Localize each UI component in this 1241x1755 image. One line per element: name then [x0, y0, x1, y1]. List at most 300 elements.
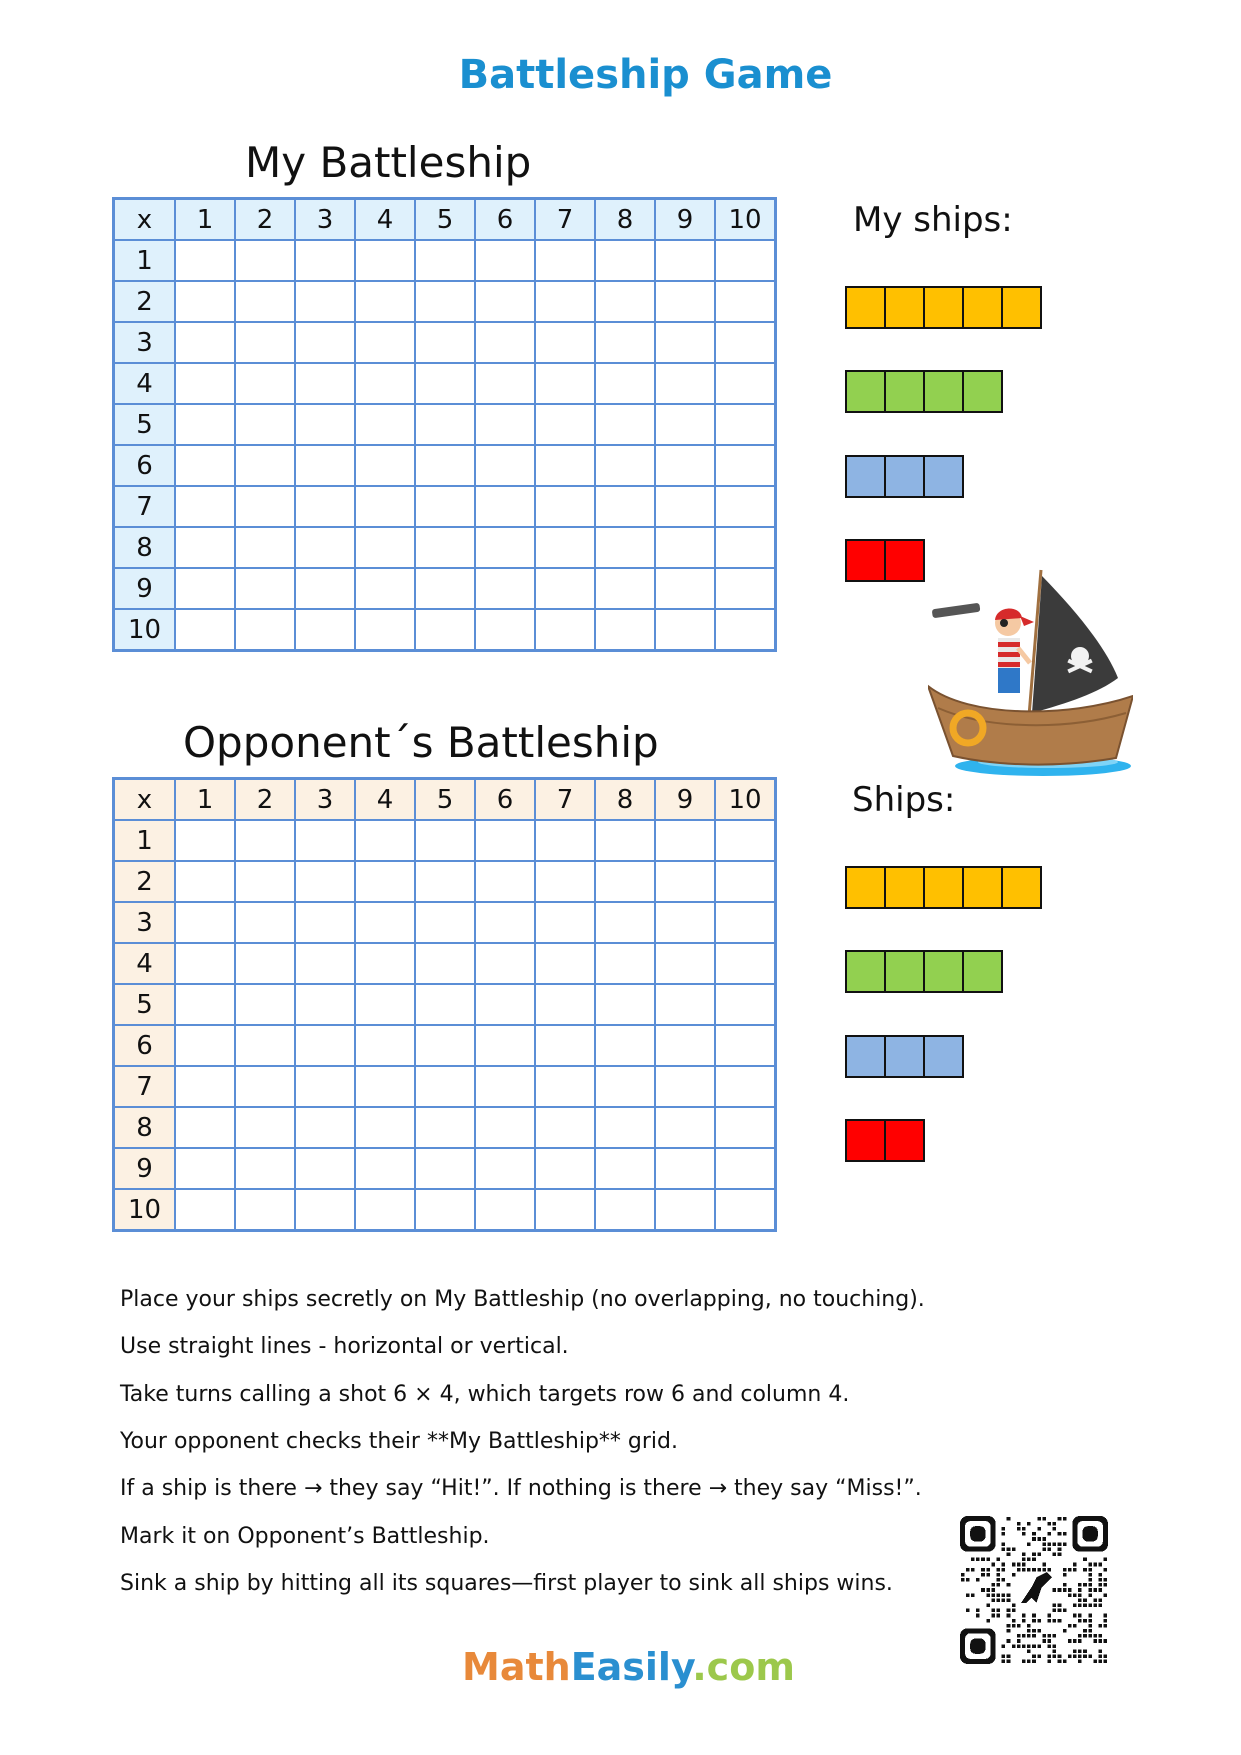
grid-cell[interactable]: [415, 943, 475, 984]
row-header: 3: [114, 322, 176, 363]
ship-segment: [1003, 288, 1040, 327]
grid-cell[interactable]: [535, 609, 595, 651]
grid-cell[interactable]: [415, 820, 475, 861]
grid-cell[interactable]: [295, 1148, 355, 1189]
grid-cell[interactable]: [235, 486, 295, 527]
qr-code-icon: [960, 1516, 1108, 1664]
grid-cell[interactable]: [475, 1066, 535, 1107]
grid-cell[interactable]: [295, 486, 355, 527]
ship-segment: [886, 372, 925, 411]
grid-cell[interactable]: [715, 943, 776, 984]
ship-segment: [925, 457, 962, 496]
row-header: 5: [114, 404, 176, 445]
column-header: 3: [295, 779, 355, 821]
row-header: 5: [114, 984, 176, 1025]
grid-cell[interactable]: [295, 322, 355, 363]
pirate-ship-illustration: [928, 568, 1133, 783]
grid-cell[interactable]: [235, 568, 295, 609]
grid-cell[interactable]: [295, 527, 355, 568]
column-header: 5: [415, 779, 475, 821]
column-header: 1: [175, 779, 235, 821]
grid-cell[interactable]: [595, 1148, 655, 1189]
grid-cell[interactable]: [235, 363, 295, 404]
grid-cell[interactable]: [355, 943, 415, 984]
grid-cell[interactable]: [715, 902, 776, 943]
grid-cell[interactable]: [415, 486, 475, 527]
grid-cell[interactable]: [715, 322, 776, 363]
grid-cell[interactable]: [415, 984, 475, 1025]
grid-cell[interactable]: [655, 527, 715, 568]
grid-cell[interactable]: [475, 943, 535, 984]
grid-cell[interactable]: [295, 1107, 355, 1148]
grid-cell[interactable]: [535, 1107, 595, 1148]
grid-row: [114, 984, 776, 1025]
instruction-line: Mark it on Opponent’s Battleship.: [120, 1523, 490, 1549]
row-header: 7: [114, 1066, 176, 1107]
grid-cell[interactable]: [295, 1189, 355, 1231]
column-header: 2: [235, 779, 295, 821]
grid-cell[interactable]: [715, 984, 776, 1025]
grid-cell[interactable]: [475, 363, 535, 404]
matheasily-logo: [462, 1645, 795, 1689]
grid-cell[interactable]: [415, 322, 475, 363]
grid-cell[interactable]: [235, 1189, 295, 1231]
grid-cell[interactable]: [595, 527, 655, 568]
row-header: 9: [114, 568, 176, 609]
grid-corner-label: x: [114, 779, 176, 821]
grid-cell[interactable]: [355, 486, 415, 527]
grid-cell[interactable]: [475, 240, 535, 281]
ship-segment: [886, 952, 925, 991]
grid-cell[interactable]: [475, 609, 535, 651]
grid-cell[interactable]: [175, 240, 235, 281]
grid-cell[interactable]: [475, 568, 535, 609]
grid-cell[interactable]: [535, 445, 595, 486]
grid-cell[interactable]: [235, 527, 295, 568]
grid-cell[interactable]: [475, 527, 535, 568]
grid-cell[interactable]: [175, 445, 235, 486]
grid-cell[interactable]: [475, 322, 535, 363]
grid-cell[interactable]: [475, 486, 535, 527]
grid-cell[interactable]: [175, 1025, 235, 1066]
grid-cell[interactable]: [415, 609, 475, 651]
grid-cell[interactable]: [535, 1189, 595, 1231]
grid-cell[interactable]: [655, 1189, 715, 1231]
grid-cell[interactable]: [355, 568, 415, 609]
grid-cell[interactable]: [415, 404, 475, 445]
instruction-line: Take turns calling a shot 6 × 4, which targets row 6 and column 4.: [120, 1381, 850, 1407]
grid-cell[interactable]: [655, 609, 715, 651]
grid-cell[interactable]: [535, 984, 595, 1025]
row-header: 10: [114, 1189, 176, 1231]
my-battleship-grid: [112, 197, 777, 652]
logo-part-math: Math: [462, 1645, 571, 1689]
grid-cell[interactable]: [655, 363, 715, 404]
grid-cell[interactable]: [235, 861, 295, 902]
grid-cell[interactable]: [235, 1148, 295, 1189]
ship-length-5: [845, 866, 1042, 909]
grid-cell[interactable]: [715, 404, 776, 445]
row-header: 8: [114, 527, 176, 568]
grid-cell[interactable]: [415, 902, 475, 943]
grid-cell[interactable]: [415, 1066, 475, 1107]
grid-cell[interactable]: [595, 1025, 655, 1066]
column-header: 9: [655, 199, 715, 241]
ship-segment: [964, 372, 1001, 411]
ship-segment: [925, 372, 964, 411]
ship-segment: [925, 868, 964, 907]
column-header: 6: [475, 199, 535, 241]
grid-cell[interactable]: [295, 820, 355, 861]
grid-cell[interactable]: [715, 1148, 776, 1189]
grid-cell[interactable]: [655, 902, 715, 943]
grid-cell[interactable]: [475, 1025, 535, 1066]
grid-cell[interactable]: [595, 861, 655, 902]
opponent-battleship-grid: [112, 777, 777, 1232]
ship-segment: [886, 1037, 925, 1076]
grid-cell[interactable]: [235, 1066, 295, 1107]
grid-cell[interactable]: [295, 984, 355, 1025]
grid-cell[interactable]: [535, 363, 595, 404]
grid-cell[interactable]: [235, 1107, 295, 1148]
grid-cell[interactable]: [595, 240, 655, 281]
grid-cell[interactable]: [175, 861, 235, 902]
grid-cell[interactable]: [655, 486, 715, 527]
grid-cell[interactable]: [355, 404, 415, 445]
grid-cell[interactable]: [415, 1189, 475, 1231]
grid-row: [114, 486, 776, 527]
logo-part-com: .com: [692, 1645, 795, 1689]
grid-cell[interactable]: [235, 240, 295, 281]
grid-cell[interactable]: [535, 820, 595, 861]
grid-cell[interactable]: [295, 404, 355, 445]
grid-cell[interactable]: [355, 861, 415, 902]
grid-cell[interactable]: [355, 363, 415, 404]
ship-segment: [964, 952, 1001, 991]
grid-row: [114, 1066, 776, 1107]
row-header: 4: [114, 943, 176, 984]
ship-segment: [925, 1037, 962, 1076]
grid-cell[interactable]: [175, 1189, 235, 1231]
grid-cell[interactable]: [415, 281, 475, 322]
grid-cell[interactable]: [355, 527, 415, 568]
column-header: 1: [175, 199, 235, 241]
column-header: 8: [595, 199, 655, 241]
ship-segment: [925, 288, 964, 327]
grid-cell[interactable]: [355, 281, 415, 322]
grid-cell[interactable]: [175, 902, 235, 943]
row-header: 10: [114, 609, 176, 651]
grid-cell[interactable]: [715, 240, 776, 281]
grid-cell[interactable]: [595, 445, 655, 486]
column-header: 9: [655, 779, 715, 821]
column-header: 10: [715, 199, 776, 241]
grid-cell[interactable]: [655, 1107, 715, 1148]
grid-cell[interactable]: [655, 943, 715, 984]
column-header: 8: [595, 779, 655, 821]
grid-cell[interactable]: [175, 609, 235, 651]
grid-cell[interactable]: [595, 568, 655, 609]
grid-cell[interactable]: [415, 1107, 475, 1148]
ship-segment: [964, 288, 1003, 327]
row-header: 8: [114, 1107, 176, 1148]
grid-cell[interactable]: [475, 445, 535, 486]
column-header: 4: [355, 199, 415, 241]
grid-cell[interactable]: [295, 902, 355, 943]
grid-cell[interactable]: [715, 609, 776, 651]
grid-cell[interactable]: [235, 902, 295, 943]
grid-cell[interactable]: [655, 404, 715, 445]
grid-row: [114, 943, 776, 984]
grid-cell[interactable]: [295, 568, 355, 609]
grid-cell[interactable]: [715, 820, 776, 861]
grid-cell[interactable]: [715, 363, 776, 404]
grid-cell[interactable]: [535, 568, 595, 609]
grid-cell[interactable]: [715, 1025, 776, 1066]
grid-cell[interactable]: [535, 943, 595, 984]
grid-cell[interactable]: [415, 1148, 475, 1189]
ship-length-5: [845, 286, 1042, 329]
grid-cell[interactable]: [535, 404, 595, 445]
row-header: 7: [114, 486, 176, 527]
grid-cell[interactable]: [595, 1107, 655, 1148]
row-header: 4: [114, 363, 176, 404]
column-header: 7: [535, 779, 595, 821]
grid-cell[interactable]: [595, 404, 655, 445]
grid-cell[interactable]: [295, 445, 355, 486]
grid-row: [114, 1025, 776, 1066]
instruction-line: Your opponent checks their **My Battleship** grid.: [120, 1428, 678, 1454]
grid-cell[interactable]: [415, 445, 475, 486]
instruction-line: Use straight lines - horizontal or vertical.: [120, 1334, 569, 1360]
grid-cell[interactable]: [535, 322, 595, 363]
row-header: 6: [114, 445, 176, 486]
grid-cell[interactable]: [355, 984, 415, 1025]
grid-cell[interactable]: [235, 404, 295, 445]
grid-cell[interactable]: [595, 486, 655, 527]
grid-cell[interactable]: [235, 943, 295, 984]
grid-cell[interactable]: [475, 902, 535, 943]
grid-row: [114, 404, 776, 445]
grid-cell[interactable]: [355, 1148, 415, 1189]
grid-cell[interactable]: [595, 902, 655, 943]
grid-cell[interactable]: [715, 1107, 776, 1148]
grid-cell[interactable]: [535, 902, 595, 943]
grid-cell[interactable]: [235, 281, 295, 322]
ship-length-4: [845, 950, 1003, 993]
row-header: 1: [114, 820, 176, 861]
grid-cell[interactable]: [715, 281, 776, 322]
grid-cell[interactable]: [415, 527, 475, 568]
grid-cell[interactable]: [655, 820, 715, 861]
grid-cell[interactable]: [535, 281, 595, 322]
ship-length-4: [845, 370, 1003, 413]
grid-cell[interactable]: [475, 861, 535, 902]
grid-row: [114, 445, 776, 486]
grid-cell[interactable]: [715, 1189, 776, 1231]
opponent-ships-label: Ships:: [852, 780, 956, 820]
grid-row: [114, 240, 776, 281]
grid-cell[interactable]: [355, 609, 415, 651]
grid-cell[interactable]: [595, 609, 655, 651]
ship-length-2: [845, 539, 925, 582]
grid-cell[interactable]: [535, 861, 595, 902]
grid-cell[interactable]: [295, 240, 355, 281]
grid-row: [114, 527, 776, 568]
grid-row: [114, 281, 776, 322]
grid-cell[interactable]: [595, 1066, 655, 1107]
grid-cell[interactable]: [415, 1025, 475, 1066]
grid-cell[interactable]: [295, 1025, 355, 1066]
grid-cell[interactable]: [355, 1189, 415, 1231]
ship-segment: [847, 1037, 886, 1076]
grid-cell[interactable]: [595, 322, 655, 363]
grid-cell[interactable]: [475, 1148, 535, 1189]
grid-cell[interactable]: [355, 445, 415, 486]
grid-cell[interactable]: [655, 984, 715, 1025]
grid-row: [114, 609, 776, 651]
grid-cell[interactable]: [295, 609, 355, 651]
grid-cell[interactable]: [235, 609, 295, 651]
row-header: 1: [114, 240, 176, 281]
grid-cell[interactable]: [595, 281, 655, 322]
grid-cell[interactable]: [715, 1066, 776, 1107]
grid-cell[interactable]: [295, 943, 355, 984]
ship-segment: [847, 457, 886, 496]
grid-cell[interactable]: [595, 984, 655, 1025]
grid-cell[interactable]: [235, 820, 295, 861]
grid-cell[interactable]: [415, 363, 475, 404]
ship-segment: [847, 952, 886, 991]
grid-cell[interactable]: [355, 240, 415, 281]
column-header: 4: [355, 779, 415, 821]
grid-cell[interactable]: [715, 486, 776, 527]
grid-row: [114, 1107, 776, 1148]
grid-cell[interactable]: [295, 363, 355, 404]
grid-row: [114, 861, 776, 902]
grid-cell[interactable]: [175, 486, 235, 527]
column-header: 2: [235, 199, 295, 241]
grid-cell[interactable]: [175, 322, 235, 363]
instruction-line: Sink a ship by hitting all its squares—first player to sink all ships wins.: [120, 1570, 893, 1596]
grid-cell[interactable]: [655, 240, 715, 281]
grid-cell[interactable]: [355, 820, 415, 861]
grid-cell[interactable]: [715, 445, 776, 486]
grid-cell[interactable]: [475, 1189, 535, 1231]
grid-cell[interactable]: [355, 1107, 415, 1148]
my-ships-label: My ships:: [853, 200, 1013, 240]
grid-cell[interactable]: [595, 363, 655, 404]
column-header: 3: [295, 199, 355, 241]
grid-cell[interactable]: [295, 281, 355, 322]
grid-cell[interactable]: [655, 322, 715, 363]
grid-cell[interactable]: [235, 1025, 295, 1066]
ship-segment: [964, 868, 1003, 907]
ship-segment: [925, 952, 964, 991]
grid-cell[interactable]: [235, 984, 295, 1025]
grid-cell[interactable]: [175, 1148, 235, 1189]
grid-cell[interactable]: [475, 404, 535, 445]
ship-length-2: [845, 1119, 925, 1162]
grid-cell[interactable]: [475, 820, 535, 861]
grid-cell[interactable]: [655, 861, 715, 902]
grid-cell[interactable]: [655, 281, 715, 322]
ship-length-3: [845, 1035, 964, 1078]
grid-cell[interactable]: [175, 1107, 235, 1148]
grid-cell[interactable]: [535, 527, 595, 568]
grid-cell[interactable]: [175, 527, 235, 568]
grid-cell[interactable]: [415, 568, 475, 609]
grid-row: [114, 322, 776, 363]
grid-cell[interactable]: [175, 281, 235, 322]
grid-cell[interactable]: [175, 1066, 235, 1107]
grid-cell[interactable]: [175, 568, 235, 609]
grid-cell[interactable]: [715, 527, 776, 568]
grid-cell[interactable]: [655, 568, 715, 609]
grid-row: [114, 1148, 776, 1189]
grid-cell[interactable]: [355, 1025, 415, 1066]
grid-cell[interactable]: [715, 568, 776, 609]
grid-cell[interactable]: [415, 861, 475, 902]
ship-length-3: [845, 455, 964, 498]
grid-cell[interactable]: [535, 1025, 595, 1066]
grid-cell[interactable]: [295, 1066, 355, 1107]
grid-row: [114, 568, 776, 609]
grid-cell[interactable]: [475, 1107, 535, 1148]
column-header: 6: [475, 779, 535, 821]
grid-cell[interactable]: [235, 445, 295, 486]
grid-cell[interactable]: [535, 240, 595, 281]
ship-segment: [847, 1121, 886, 1160]
grid-cell[interactable]: [535, 486, 595, 527]
grid-cell[interactable]: [175, 820, 235, 861]
row-header: 3: [114, 902, 176, 943]
opponent-battleship-title: Opponent´s Battleship: [183, 718, 659, 767]
grid-cell[interactable]: [475, 281, 535, 322]
grid-row: [114, 1189, 776, 1231]
column-header: 5: [415, 199, 475, 241]
grid-cell[interactable]: [655, 445, 715, 486]
grid-cell[interactable]: [175, 984, 235, 1025]
grid-cell[interactable]: [295, 861, 355, 902]
column-header: 10: [715, 779, 776, 821]
grid-cell[interactable]: [655, 1066, 715, 1107]
grid-cell[interactable]: [715, 861, 776, 902]
grid-cell[interactable]: [355, 322, 415, 363]
grid-row: [114, 902, 776, 943]
ship-segment: [1003, 868, 1040, 907]
grid-cell[interactable]: [175, 363, 235, 404]
grid-cell[interactable]: [475, 984, 535, 1025]
grid-cell[interactable]: [355, 902, 415, 943]
grid-cell[interactable]: [175, 404, 235, 445]
grid-cell[interactable]: [415, 240, 475, 281]
ship-segment: [847, 372, 886, 411]
ship-segment: [886, 288, 925, 327]
grid-cell[interactable]: [175, 943, 235, 984]
grid-cell[interactable]: [535, 1066, 595, 1107]
grid-cell[interactable]: [595, 943, 655, 984]
ship-segment: [886, 1121, 923, 1160]
grid-cell[interactable]: [655, 1025, 715, 1066]
grid-cell[interactable]: [655, 1148, 715, 1189]
grid-cell[interactable]: [595, 1189, 655, 1231]
grid-cell[interactable]: [235, 322, 295, 363]
grid-cell[interactable]: [535, 1148, 595, 1189]
grid-cell[interactable]: [595, 820, 655, 861]
grid-cell[interactable]: [355, 1066, 415, 1107]
ship-segment: [847, 868, 886, 907]
